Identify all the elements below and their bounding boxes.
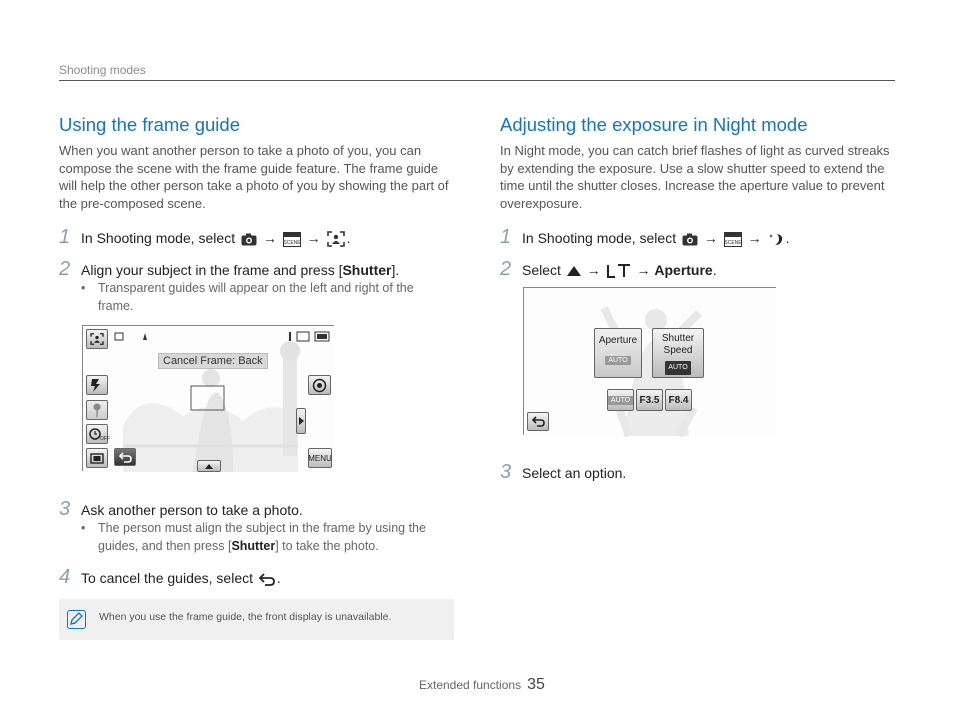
left-section-title: Using the frame guide xyxy=(59,114,240,135)
back-arrow-icon xyxy=(119,452,132,463)
up-triangle-icon xyxy=(567,266,581,276)
step-number: 2 xyxy=(59,258,71,280)
aperture-tab[interactable] xyxy=(594,328,642,378)
back-button[interactable] xyxy=(114,448,136,466)
note-pencil-icon xyxy=(67,610,86,629)
header-rule xyxy=(59,80,895,81)
right-section-title: Adjusting the exposure in Night mode xyxy=(500,114,808,135)
step-number: 4 xyxy=(59,566,71,588)
right-step-1 xyxy=(500,226,789,249)
aperture-tab-label: Aperture xyxy=(598,335,638,346)
right-step-2 xyxy=(500,258,717,281)
svg-text:OFF: OFF xyxy=(100,436,110,442)
step-text: Select → → Aperture. xyxy=(522,262,717,278)
page-footer xyxy=(419,676,545,694)
aperture-auto-indicator: AUTO xyxy=(605,356,630,365)
shutter-label-line-2: Speed xyxy=(663,345,693,356)
flash-icon xyxy=(90,379,104,392)
step-number: 1 xyxy=(59,226,71,248)
step-number: 1 xyxy=(500,226,512,248)
page-number: 35 xyxy=(527,676,545,693)
left-step-4 xyxy=(59,566,281,589)
step-text: In Shooting mode, select → SCENE → . xyxy=(522,230,790,246)
step-number: 2 xyxy=(500,258,512,280)
back-arrow-icon xyxy=(532,416,545,427)
status-icons-left xyxy=(115,332,151,342)
chevron-up-icon xyxy=(205,464,213,469)
step-text: In Shooting mode, select → SCENE → . xyxy=(81,230,351,246)
side-expand-button[interactable] xyxy=(296,408,306,434)
flash-button[interactable] xyxy=(86,375,108,395)
left-step-2 xyxy=(59,258,399,281)
expand-up-button[interactable] xyxy=(197,460,221,472)
scene-icon xyxy=(724,232,742,247)
left-step-1 xyxy=(59,226,350,249)
camera-icon xyxy=(241,233,257,246)
left-step-3-bullet: • The person must align the subject in the frame by using the guides, and then press [Shutter] to take the photo. xyxy=(81,519,451,555)
right-intro: In Night mode, you can catch brief flashes of light as curved streaks by extending the exposure. Use a slow shutter speed to extend the time until the shutter closes. Increase the aperture value to prevent overexposure. xyxy=(500,143,890,211)
macro-button[interactable] xyxy=(86,400,108,420)
back-arrow-icon xyxy=(259,573,275,586)
svg-text:SCENE: SCENE xyxy=(724,239,742,246)
step-text: Align your subject in the frame and press [Shutter]. xyxy=(81,262,400,278)
svg-text:SCENE: SCENE xyxy=(283,239,301,246)
display-button[interactable] xyxy=(86,448,108,468)
long-time-icon xyxy=(607,264,631,278)
left-step-2-bullet: • Transparent guides will appear on the left and right of the frame. xyxy=(81,279,441,315)
step-number: 3 xyxy=(59,498,71,520)
aperture-option-auto[interactable]: AUTO xyxy=(607,389,634,411)
step-text: To cancel the guides, select . xyxy=(81,570,281,586)
smart-filter-icon xyxy=(312,378,327,393)
left-column xyxy=(59,114,454,212)
note-box xyxy=(59,599,454,640)
footer-label: Extended functions xyxy=(419,678,522,692)
timer-off-icon xyxy=(89,427,110,442)
section-header: Shooting modes xyxy=(59,63,146,77)
night-mode-icon xyxy=(768,232,784,246)
shutter-label-line-1: Shutter xyxy=(661,333,695,344)
camera-icon xyxy=(682,233,698,246)
step-number: 3 xyxy=(500,461,512,483)
aperture-option-f35[interactable]: F3.5 xyxy=(636,389,663,411)
right-step-3 xyxy=(500,461,626,484)
battery-icon xyxy=(289,331,331,342)
smart-button[interactable] xyxy=(308,375,331,395)
left-step-3 xyxy=(59,498,303,521)
back-button[interactable] xyxy=(527,412,549,431)
frame-guide-icon xyxy=(90,333,104,345)
note-text: When you use the frame guide, the front display is unavailable. xyxy=(99,611,392,623)
chevron-right-icon xyxy=(299,417,304,425)
night-preview-image xyxy=(524,288,777,436)
frame-guide-screen xyxy=(82,325,334,471)
aperture-option-f84[interactable]: F8.4 xyxy=(665,389,692,411)
left-intro: When you want another person to take a photo of you, you can compose the scene with the frame guide feature. The frame guide will help the other person take a photo of you by showing the part of the pre-composed scene. xyxy=(59,143,449,211)
shutter-speed-tab[interactable] xyxy=(652,328,704,378)
step-text: Ask another person to take a photo. xyxy=(81,502,303,518)
shutter-auto-indicator: AUTO xyxy=(665,361,690,375)
macro-flower-icon xyxy=(91,403,103,417)
display-icon xyxy=(90,453,104,464)
frame-guide-icon xyxy=(327,231,345,247)
scene-icon xyxy=(283,232,301,247)
cancel-frame-label: Cancel Frame: Back xyxy=(158,353,268,369)
right-column xyxy=(500,114,890,212)
night-exposure-screen xyxy=(523,287,776,435)
timer-button[interactable] xyxy=(86,424,108,444)
step-text: Select an option. xyxy=(522,465,627,481)
menu-button[interactable]: MENU xyxy=(308,448,332,468)
frame-guide-mode-button[interactable] xyxy=(86,329,108,349)
